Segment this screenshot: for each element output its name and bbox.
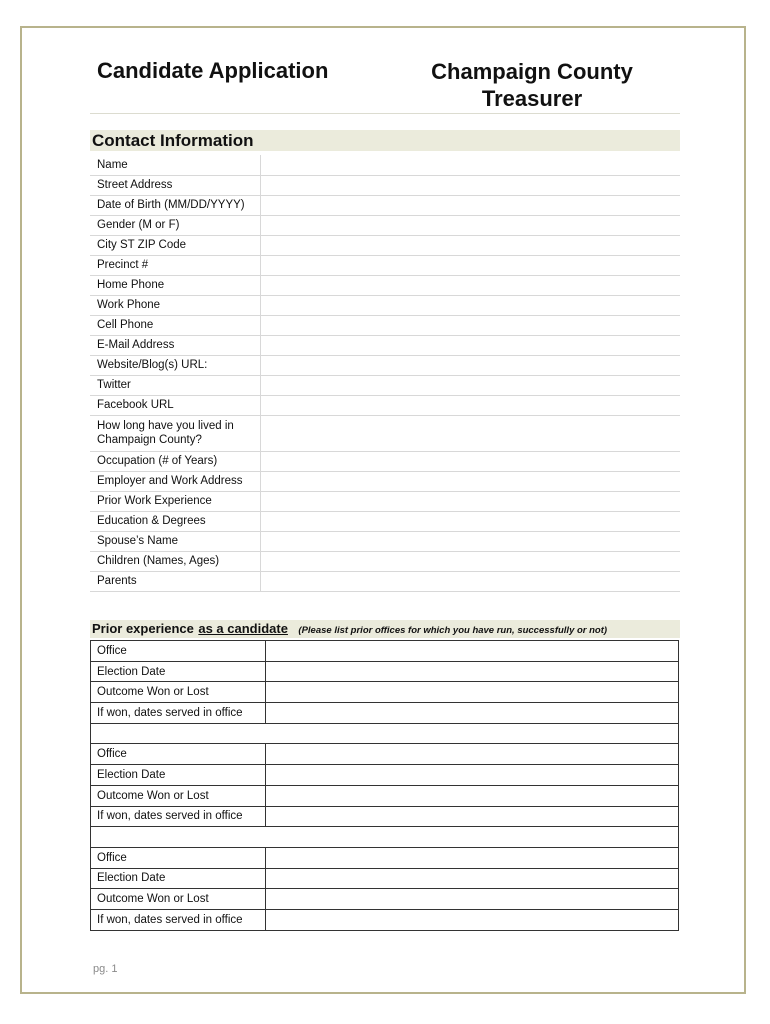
education-field[interactable] bbox=[260, 511, 680, 531]
table-row bbox=[91, 703, 679, 724]
work-phone-field[interactable] bbox=[260, 295, 680, 315]
table-row bbox=[90, 511, 680, 531]
table-row bbox=[91, 641, 679, 662]
spacer-cell bbox=[91, 827, 679, 848]
field-label: Election Date bbox=[91, 661, 266, 682]
prior-heading-underlined: as a candidate bbox=[198, 621, 288, 636]
field-label: Spouse’s Name bbox=[90, 531, 260, 551]
occupation-field[interactable] bbox=[260, 451, 680, 471]
table-row bbox=[91, 847, 679, 868]
election-date-1-field[interactable] bbox=[266, 661, 679, 682]
table-row bbox=[90, 235, 680, 255]
table-row bbox=[90, 531, 680, 551]
outcome-1-field[interactable] bbox=[266, 682, 679, 703]
name-field[interactable] bbox=[260, 155, 680, 175]
field-label: If won, dates served in office bbox=[91, 703, 266, 724]
table-row bbox=[91, 806, 679, 827]
city-st-zip-field[interactable] bbox=[260, 235, 680, 255]
employer-field[interactable] bbox=[260, 471, 680, 491]
spacer-cell bbox=[91, 723, 679, 744]
field-label: Date of Birth (MM/DD/YYYY) bbox=[90, 195, 260, 215]
table-row bbox=[91, 785, 679, 806]
table-row bbox=[91, 868, 679, 889]
field-label: If won, dates served in office bbox=[91, 909, 266, 930]
office-3-field[interactable] bbox=[266, 847, 679, 868]
table-row bbox=[90, 195, 680, 215]
field-label: Prior Work Experience bbox=[90, 491, 260, 511]
office-title bbox=[400, 58, 664, 112]
field-label: Occupation (# of Years) bbox=[90, 451, 260, 471]
table-row bbox=[90, 315, 680, 335]
field-label: Precinct # bbox=[90, 255, 260, 275]
title-divider bbox=[90, 113, 680, 114]
field-label: Office bbox=[91, 847, 266, 868]
date-of-birth-field[interactable] bbox=[260, 195, 680, 215]
table-row bbox=[90, 275, 680, 295]
dates-served-1-field[interactable] bbox=[266, 703, 679, 724]
prior-heading-bold: Prior experience bbox=[92, 621, 194, 636]
field-label: Election Date bbox=[91, 765, 266, 786]
prior-experience-heading bbox=[90, 620, 680, 638]
field-label: Office bbox=[91, 744, 266, 765]
field-label: Cell Phone bbox=[90, 315, 260, 335]
election-date-3-field[interactable] bbox=[266, 868, 679, 889]
parents-field[interactable] bbox=[260, 571, 680, 591]
dates-served-3-field[interactable] bbox=[266, 909, 679, 930]
contact-table bbox=[90, 155, 680, 592]
facebook-field[interactable] bbox=[260, 395, 680, 415]
table-row bbox=[90, 295, 680, 315]
outcome-2-field[interactable] bbox=[266, 785, 679, 806]
field-label: Outcome Won or Lost bbox=[91, 785, 266, 806]
gender-field[interactable] bbox=[260, 215, 680, 235]
table-row bbox=[90, 415, 680, 451]
table-row bbox=[90, 451, 680, 471]
field-label: Parents bbox=[90, 571, 260, 591]
field-label: Outcome Won or Lost bbox=[91, 889, 266, 910]
prior-work-field[interactable] bbox=[260, 491, 680, 511]
cell-phone-field[interactable] bbox=[260, 315, 680, 335]
office-2-field[interactable] bbox=[266, 744, 679, 765]
precinct-field[interactable] bbox=[260, 255, 680, 275]
table-row bbox=[90, 255, 680, 275]
table-row bbox=[90, 355, 680, 375]
table-row bbox=[90, 175, 680, 195]
table-row bbox=[91, 744, 679, 765]
field-label: Twitter bbox=[90, 375, 260, 395]
children-field[interactable] bbox=[260, 551, 680, 571]
table-spacer-row bbox=[91, 723, 679, 744]
table-row bbox=[90, 155, 680, 175]
street-address-field[interactable] bbox=[260, 175, 680, 195]
field-label: How long have you lived in Champaign County? bbox=[90, 415, 260, 451]
office-title-line1: Champaign County bbox=[431, 59, 633, 84]
table-row bbox=[90, 335, 680, 355]
table-row bbox=[90, 215, 680, 235]
website-field[interactable] bbox=[260, 355, 680, 375]
table-row bbox=[90, 551, 680, 571]
field-label: Election Date bbox=[91, 868, 266, 889]
field-label: Outcome Won or Lost bbox=[91, 682, 266, 703]
dates-served-2-field[interactable] bbox=[266, 806, 679, 827]
form-title: Candidate Application bbox=[97, 58, 329, 83]
table-row bbox=[91, 661, 679, 682]
field-label: Facebook URL bbox=[90, 395, 260, 415]
home-phone-field[interactable] bbox=[260, 275, 680, 295]
spouse-name-field[interactable] bbox=[260, 531, 680, 551]
field-label: Website/Blog(s) URL: bbox=[90, 355, 260, 375]
table-row bbox=[91, 889, 679, 910]
election-date-2-field[interactable] bbox=[266, 765, 679, 786]
table-row bbox=[90, 471, 680, 491]
field-label: Education & Degrees bbox=[90, 511, 260, 531]
prior-heading-note: (Please list prior offices for which you have run, successfully or not) bbox=[298, 625, 608, 636]
field-label: Gender (M or F) bbox=[90, 215, 260, 235]
field-label: City ST ZIP Code bbox=[90, 235, 260, 255]
table-spacer-row bbox=[91, 827, 679, 848]
office-title-line2: Treasurer bbox=[481, 86, 583, 111]
office-1-field[interactable] bbox=[266, 641, 679, 662]
field-label: Office bbox=[91, 641, 266, 662]
table-row bbox=[91, 765, 679, 786]
table-row bbox=[90, 375, 680, 395]
table-row bbox=[91, 909, 679, 930]
field-label: Street Address bbox=[90, 175, 260, 195]
table-row bbox=[90, 571, 680, 591]
table-row bbox=[91, 682, 679, 703]
email-field[interactable] bbox=[260, 335, 680, 355]
page-number: pg. 1 bbox=[93, 963, 118, 975]
residency-duration-field[interactable] bbox=[260, 415, 680, 451]
field-label: Name bbox=[90, 155, 260, 175]
outcome-3-field[interactable] bbox=[266, 889, 679, 910]
contact-section-heading: Contact Information bbox=[90, 130, 680, 151]
field-label: Work Phone bbox=[90, 295, 260, 315]
field-label: Home Phone bbox=[90, 275, 260, 295]
field-label: Children (Names, Ages) bbox=[90, 551, 260, 571]
twitter-field[interactable] bbox=[260, 375, 680, 395]
field-label: Employer and Work Address bbox=[90, 471, 260, 491]
field-label: E-Mail Address bbox=[90, 335, 260, 355]
field-label: If won, dates served in office bbox=[91, 806, 266, 827]
table-row bbox=[90, 491, 680, 511]
table-row bbox=[90, 395, 680, 415]
prior-experience-table bbox=[90, 640, 679, 931]
